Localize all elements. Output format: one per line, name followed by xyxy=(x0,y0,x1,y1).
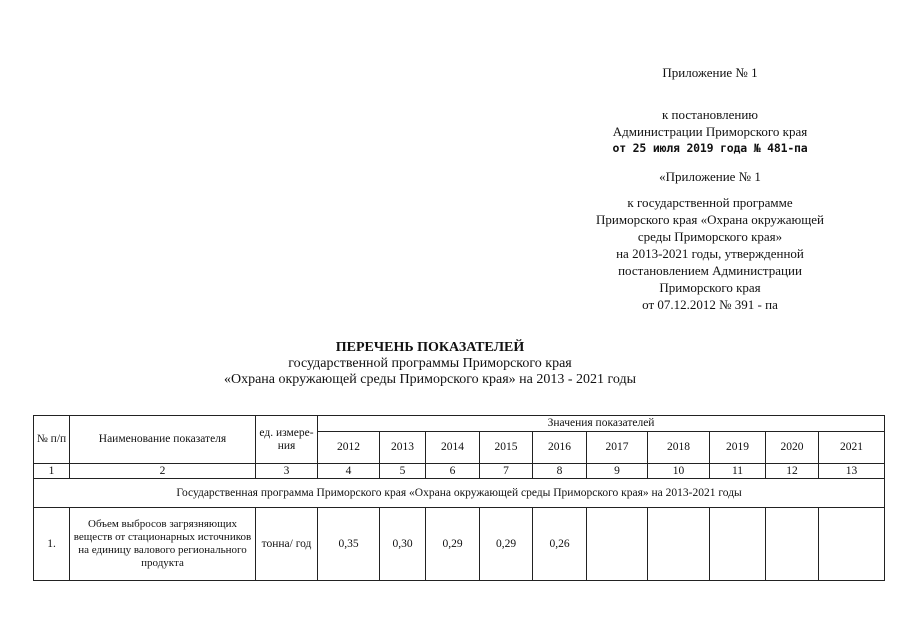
program-reference-block xyxy=(560,194,860,313)
indicators-table xyxy=(33,415,885,581)
program-line: среды Приморского края» xyxy=(637,229,783,244)
title-line3: «Охрана окружающей среды Приморского края» на 2013 - 2021 годы xyxy=(223,372,637,387)
column-number: 11 xyxy=(710,464,766,479)
row-value: 0,35 xyxy=(318,508,380,581)
column-number: 3 xyxy=(256,464,318,479)
year-header: 2012 xyxy=(318,432,380,464)
appendix-label: Приложение № 1 xyxy=(662,65,758,80)
year-header: 2015 xyxy=(480,432,533,464)
column-number: 10 xyxy=(648,464,710,479)
document-title xyxy=(200,340,660,388)
year-header: 2017 xyxy=(587,432,648,464)
year-header: 2016 xyxy=(533,432,587,464)
title-line2: государственной программы Приморского края xyxy=(288,356,572,371)
administration-text: Администрации Приморского края xyxy=(612,124,808,139)
program-line: Приморского края «Охрана окружающей xyxy=(596,212,824,227)
row-value xyxy=(710,508,766,581)
header-num: № п/п xyxy=(34,416,70,464)
row-value: 0,29 xyxy=(426,508,480,581)
column-number: 1 xyxy=(34,464,70,479)
column-number: 2 xyxy=(70,464,256,479)
program-line: Приморского края xyxy=(659,280,761,295)
row-unit: тонна/ год xyxy=(256,508,318,581)
row-value: 0,29 xyxy=(480,508,533,581)
program-section-row: Государственная программа Приморского края «Охрана окружающей среды Приморского края» на 2013-2021 годы xyxy=(34,479,885,508)
header-name: Наименование показателя xyxy=(70,416,256,464)
year-header: 2014 xyxy=(426,432,480,464)
row-value xyxy=(648,508,710,581)
appendix-quote-block xyxy=(560,168,860,185)
column-number: 12 xyxy=(766,464,819,479)
header-unit: ед. измере-ния xyxy=(256,416,318,464)
year-header: 2021 xyxy=(819,432,885,464)
row-value xyxy=(587,508,648,581)
decree-stamp: от 25 июля 2019 года № 481-па xyxy=(612,141,808,155)
resolution-block xyxy=(560,106,860,157)
table-row xyxy=(34,508,885,581)
column-number: 6 xyxy=(426,464,480,479)
row-value xyxy=(819,508,885,581)
row-value: 0,26 xyxy=(533,508,587,581)
row-name: Объем выбросов загрязняющих веществ от стационарных источников на единицу валового регионального продукта xyxy=(70,508,256,581)
row-value: 0,30 xyxy=(380,508,426,581)
program-line: на 2013-2021 годы, утвержденной xyxy=(616,246,804,261)
year-header: 2013 xyxy=(380,432,426,464)
column-number: 13 xyxy=(819,464,885,479)
header-values: Значения показателей xyxy=(318,416,885,432)
to-resolution-text: к постановлению xyxy=(661,107,759,122)
column-number: 8 xyxy=(533,464,587,479)
program-line: постановлением Администрации xyxy=(618,263,802,278)
column-number: 9 xyxy=(587,464,648,479)
year-header: 2019 xyxy=(710,432,766,464)
program-line: от 07.12.2012 № 391 - па xyxy=(642,297,778,312)
program-line: к государственной программе xyxy=(627,195,793,210)
row-value xyxy=(766,508,819,581)
column-number: 5 xyxy=(380,464,426,479)
year-header: 2018 xyxy=(648,432,710,464)
year-header: 2020 xyxy=(766,432,819,464)
column-number: 4 xyxy=(318,464,380,479)
row-num: 1. xyxy=(34,508,70,581)
appendix-quote-label: «Приложение № 1 xyxy=(659,169,761,184)
title-main: ПЕРЕЧЕНЬ ПОКАЗАТЕЛЕЙ xyxy=(335,340,525,355)
column-number: 7 xyxy=(480,464,533,479)
document-header xyxy=(560,64,860,81)
